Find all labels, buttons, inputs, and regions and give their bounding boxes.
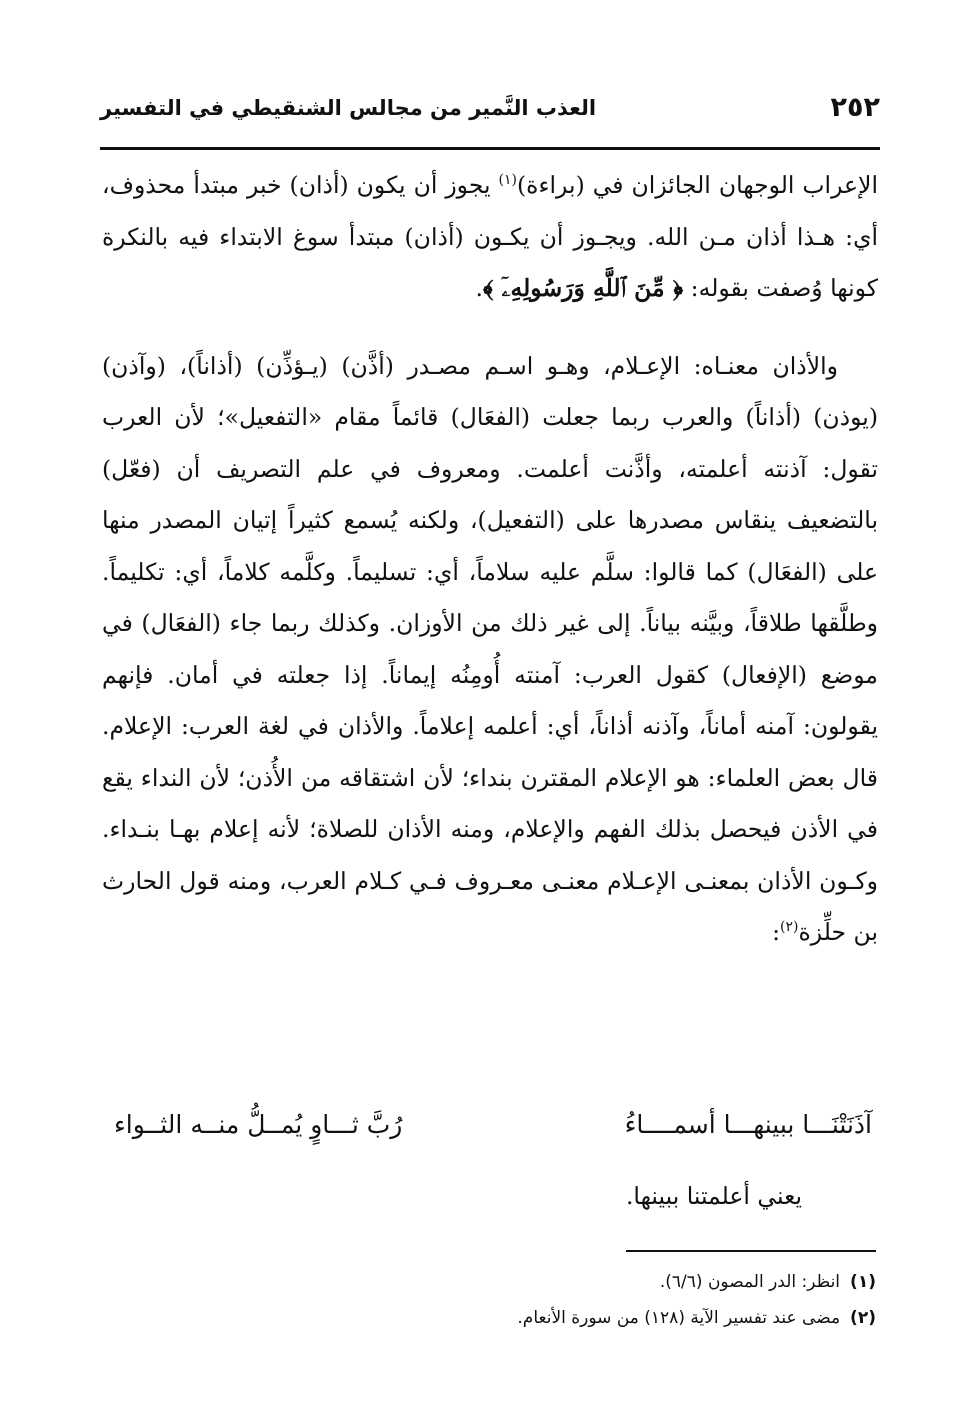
footnote-number: (٢) bbox=[850, 1308, 876, 1328]
paragraph-1 bbox=[102, 160, 878, 315]
running-title: العذب النَّمير من مجالس الشنقيطي في التفسير bbox=[100, 96, 597, 120]
footnote-item bbox=[356, 1264, 876, 1300]
footnote-text: انظر: الدر المصون (٦/٦). bbox=[659, 1272, 841, 1292]
main-text bbox=[102, 160, 878, 959]
paragraph-1-text-a: الإعراب الوجهان الجائزان في (براءة) bbox=[517, 171, 878, 199]
header-rule bbox=[100, 147, 880, 150]
page-header bbox=[100, 92, 880, 138]
poem-verse bbox=[100, 1110, 880, 1158]
paragraph-1-text-b: يجوز أن يكون (أذان) خبر مبتدأ محذوف، أي: هـذا أذان مـن الله. ويجـوز أن يكـون (أذان) مبتدأ سوغ الابتداء فيه بالنكرة كونها وُصفت بقوله: bbox=[102, 171, 878, 302]
footnote-ref-2: (٢) bbox=[780, 919, 799, 936]
paragraph-2-end: : bbox=[772, 918, 781, 946]
page-number: ٢٥٢ bbox=[830, 92, 880, 123]
paragraph-2-text: والأذان معنـاه: الإعـلام، وهـو اسـم مصـدر (أذَّن) (يـؤذِّن) (أذاناً)، (وآذن) (يوذن) (أذاناً) والعرب ربما جعلت (الفعَال) قائماً مقام «التفعيل»؛ لأن العرب تقول: آذنته أعلمته، وأذَّنت أعلمت. ومعروف في علم التصريف أن (فعّل) بالتضعيف ينقاس مصدرها على (التفعيل)، ولكنه يُسمع كثيراً إتيان المصدر منها على (الفعَال) كما قالوا: سلَّم عليه سلاماً، أي: تسليماً. وكلَّمه كلاماً، أي: تكليماً. وطلَّقها طلاقاً، وبيَّنه بياناً. إلى غير ذلك من الأوزان. وكذلك ربما جاء (الفعَال) في موضع (الإفعال) كقول العرب: آمنته أُومِنُه إيماناً. إذا جعلته في أمان. فإنهم يقولون: آمنه أماناً، وآذنه أذاناً، أي: أعلمه إعلاماً. والأذان في لغة العرب: الإعلام. قال بعض العلماء: هو الإعلام المقترن بنداء؛ لأن اشتقاقه من الأُذن؛ لأن النداء يقع في الأذن فيحصل بذلك الفهم والإعلام، ومنه الأذان للصلاة؛ لأنه إعلام بهـا بنـداء. وكـون الأذان بمعنـى الإعـلام معنـى معـروف فـي كـلام العرب، ومنه قول الحارث بن حلِّزة bbox=[102, 351, 878, 946]
poem-second-hemistich: رُبَّ ثـــاوٍ يُمــلُّ منــه الثــواء bbox=[114, 1110, 403, 1139]
paragraph-1-end: . bbox=[475, 274, 484, 302]
footnote-divider bbox=[626, 1250, 876, 1252]
poem-explanation: يعني أعلمتنا ببينها. bbox=[625, 1182, 802, 1210]
paragraph-2 bbox=[102, 341, 878, 959]
footnote-ref-1: (١) bbox=[498, 172, 517, 189]
footnote-item bbox=[356, 1300, 876, 1336]
quran-quote: ﴿ مِّنَ ٱللَّهِ وَرَسُولِهِۦٓ ﴾ bbox=[483, 274, 684, 302]
poem-first-hemistich: آذَنَتْنَـــا ببينهـــا أسمــــاءُ bbox=[624, 1110, 872, 1139]
footnote-number: (١) bbox=[850, 1272, 876, 1292]
footnote-text: مضى عند تفسير الآية (١٢٨) من سورة الأنعام. bbox=[517, 1308, 841, 1328]
footnotes bbox=[356, 1264, 876, 1336]
